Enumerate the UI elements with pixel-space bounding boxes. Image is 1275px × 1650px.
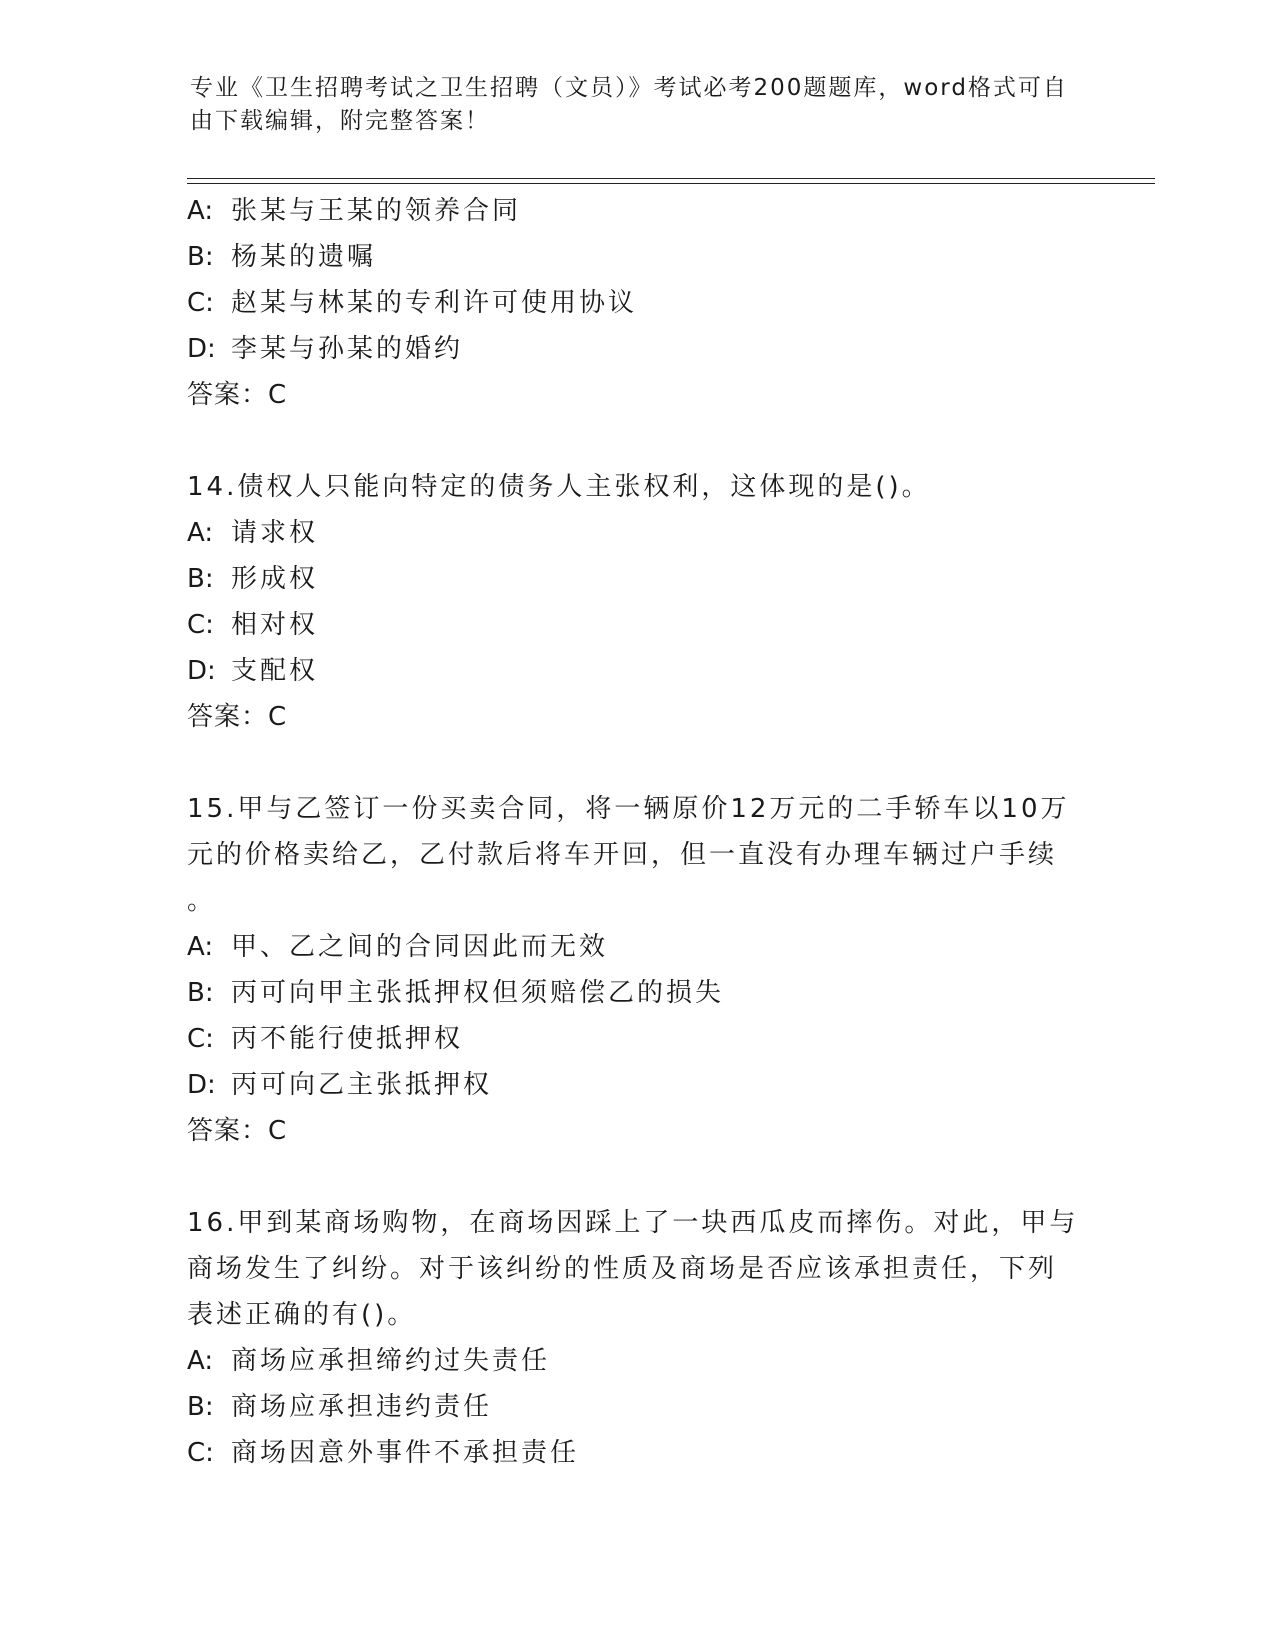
option-letter: A: <box>187 518 214 548</box>
option-d <box>187 648 1087 694</box>
option-c <box>187 1430 1087 1476</box>
option-text: 丙可向甲主张抵押权但须赔偿乙的损失 <box>231 978 725 1008</box>
option-letter: B: <box>187 564 214 594</box>
option-text: 赵某与林某的专利许可使用协议 <box>231 288 638 318</box>
option-a <box>187 1338 1087 1384</box>
question-16 <box>187 1200 1087 1476</box>
option-a <box>187 510 1087 556</box>
header-divider-bottom <box>187 183 1155 184</box>
option-text: 丙可向乙主张抵押权 <box>231 1070 493 1100</box>
question-14 <box>187 464 1087 740</box>
question-content <box>187 188 1087 1476</box>
option-text: 商场应承担违约责任 <box>231 1392 493 1422</box>
option-text: 相对权 <box>231 610 319 640</box>
option-letter: B: <box>187 978 214 1008</box>
option-letter: D: <box>187 1070 216 1100</box>
option-text: 请求权 <box>231 518 319 548</box>
header-line-1: 专业《卫生招聘考试之卫生招聘（文员）》考试必考200题题库，word格式可自 <box>190 75 1068 101</box>
spacer <box>187 740 1087 786</box>
option-text: 李某与孙某的婚约 <box>231 334 464 364</box>
option-text: 商场应承担缔约过失责任 <box>231 1346 551 1376</box>
question-stem: 14.债权人只能向特定的债务人主张权利，这体现的是()。 <box>187 472 931 502</box>
option-letter: C: <box>187 288 214 318</box>
option-b <box>187 234 1087 280</box>
option-letter: D: <box>187 656 216 686</box>
option-b <box>187 970 1087 1016</box>
option-b <box>187 1384 1087 1430</box>
option-text: 丙不能行使抵押权 <box>231 1024 464 1054</box>
option-letter: C: <box>187 1024 214 1054</box>
option-text: 甲、乙之间的合同因此而无效 <box>231 932 609 962</box>
option-c <box>187 1016 1087 1062</box>
option-a <box>187 924 1087 970</box>
option-text: 支配权 <box>231 656 319 686</box>
option-a <box>187 188 1087 234</box>
option-letter: C: <box>187 1438 214 1468</box>
question-stem: 15.甲与乙签订一份买卖合同，将一辆原价12万元的二手轿车以10万 <box>187 794 1070 824</box>
question-13 <box>187 188 1087 418</box>
header-divider-top <box>187 178 1155 179</box>
answer: 答案：C <box>187 380 288 410</box>
option-c <box>187 280 1087 326</box>
document-header <box>190 72 1070 138</box>
answer: 答案：C <box>187 1116 288 1146</box>
option-text: 张某与王某的领养合同 <box>231 196 522 226</box>
option-text: 商场因意外事件不承担责任 <box>231 1438 580 1468</box>
answer: 答案：C <box>187 702 288 732</box>
option-letter: B: <box>187 242 214 272</box>
option-d <box>187 1062 1087 1108</box>
option-c <box>187 602 1087 648</box>
option-text: 杨某的遗嘱 <box>231 242 377 272</box>
header-line-2: 由下载编辑，附完整答案！ <box>190 108 490 134</box>
question-stem: 表述正确的有()。 <box>187 1300 417 1330</box>
spacer <box>187 1154 1087 1200</box>
question-15 <box>187 786 1087 1154</box>
option-letter: B: <box>187 1392 214 1422</box>
option-d <box>187 326 1087 372</box>
spacer <box>187 418 1087 464</box>
option-letter: D: <box>187 334 216 364</box>
question-stem: 16.甲到某商场购物，在商场因踩上了一块西瓜皮而摔伤。对此，甲与 <box>187 1208 1079 1238</box>
option-letter: A: <box>187 196 214 226</box>
option-text: 形成权 <box>231 564 319 594</box>
question-stem: 商场发生了纠纷。对于该纠纷的性质及商场是否应该承担责任，下列 <box>187 1254 1058 1284</box>
option-b <box>187 556 1087 602</box>
question-stem: 。 <box>187 886 217 916</box>
option-letter: C: <box>187 610 214 640</box>
question-stem: 元的价格卖给乙，乙付款后将车开回，但一直没有办理车辆过户手续 <box>187 840 1058 870</box>
option-letter: A: <box>187 1346 214 1376</box>
option-letter: A: <box>187 932 214 962</box>
